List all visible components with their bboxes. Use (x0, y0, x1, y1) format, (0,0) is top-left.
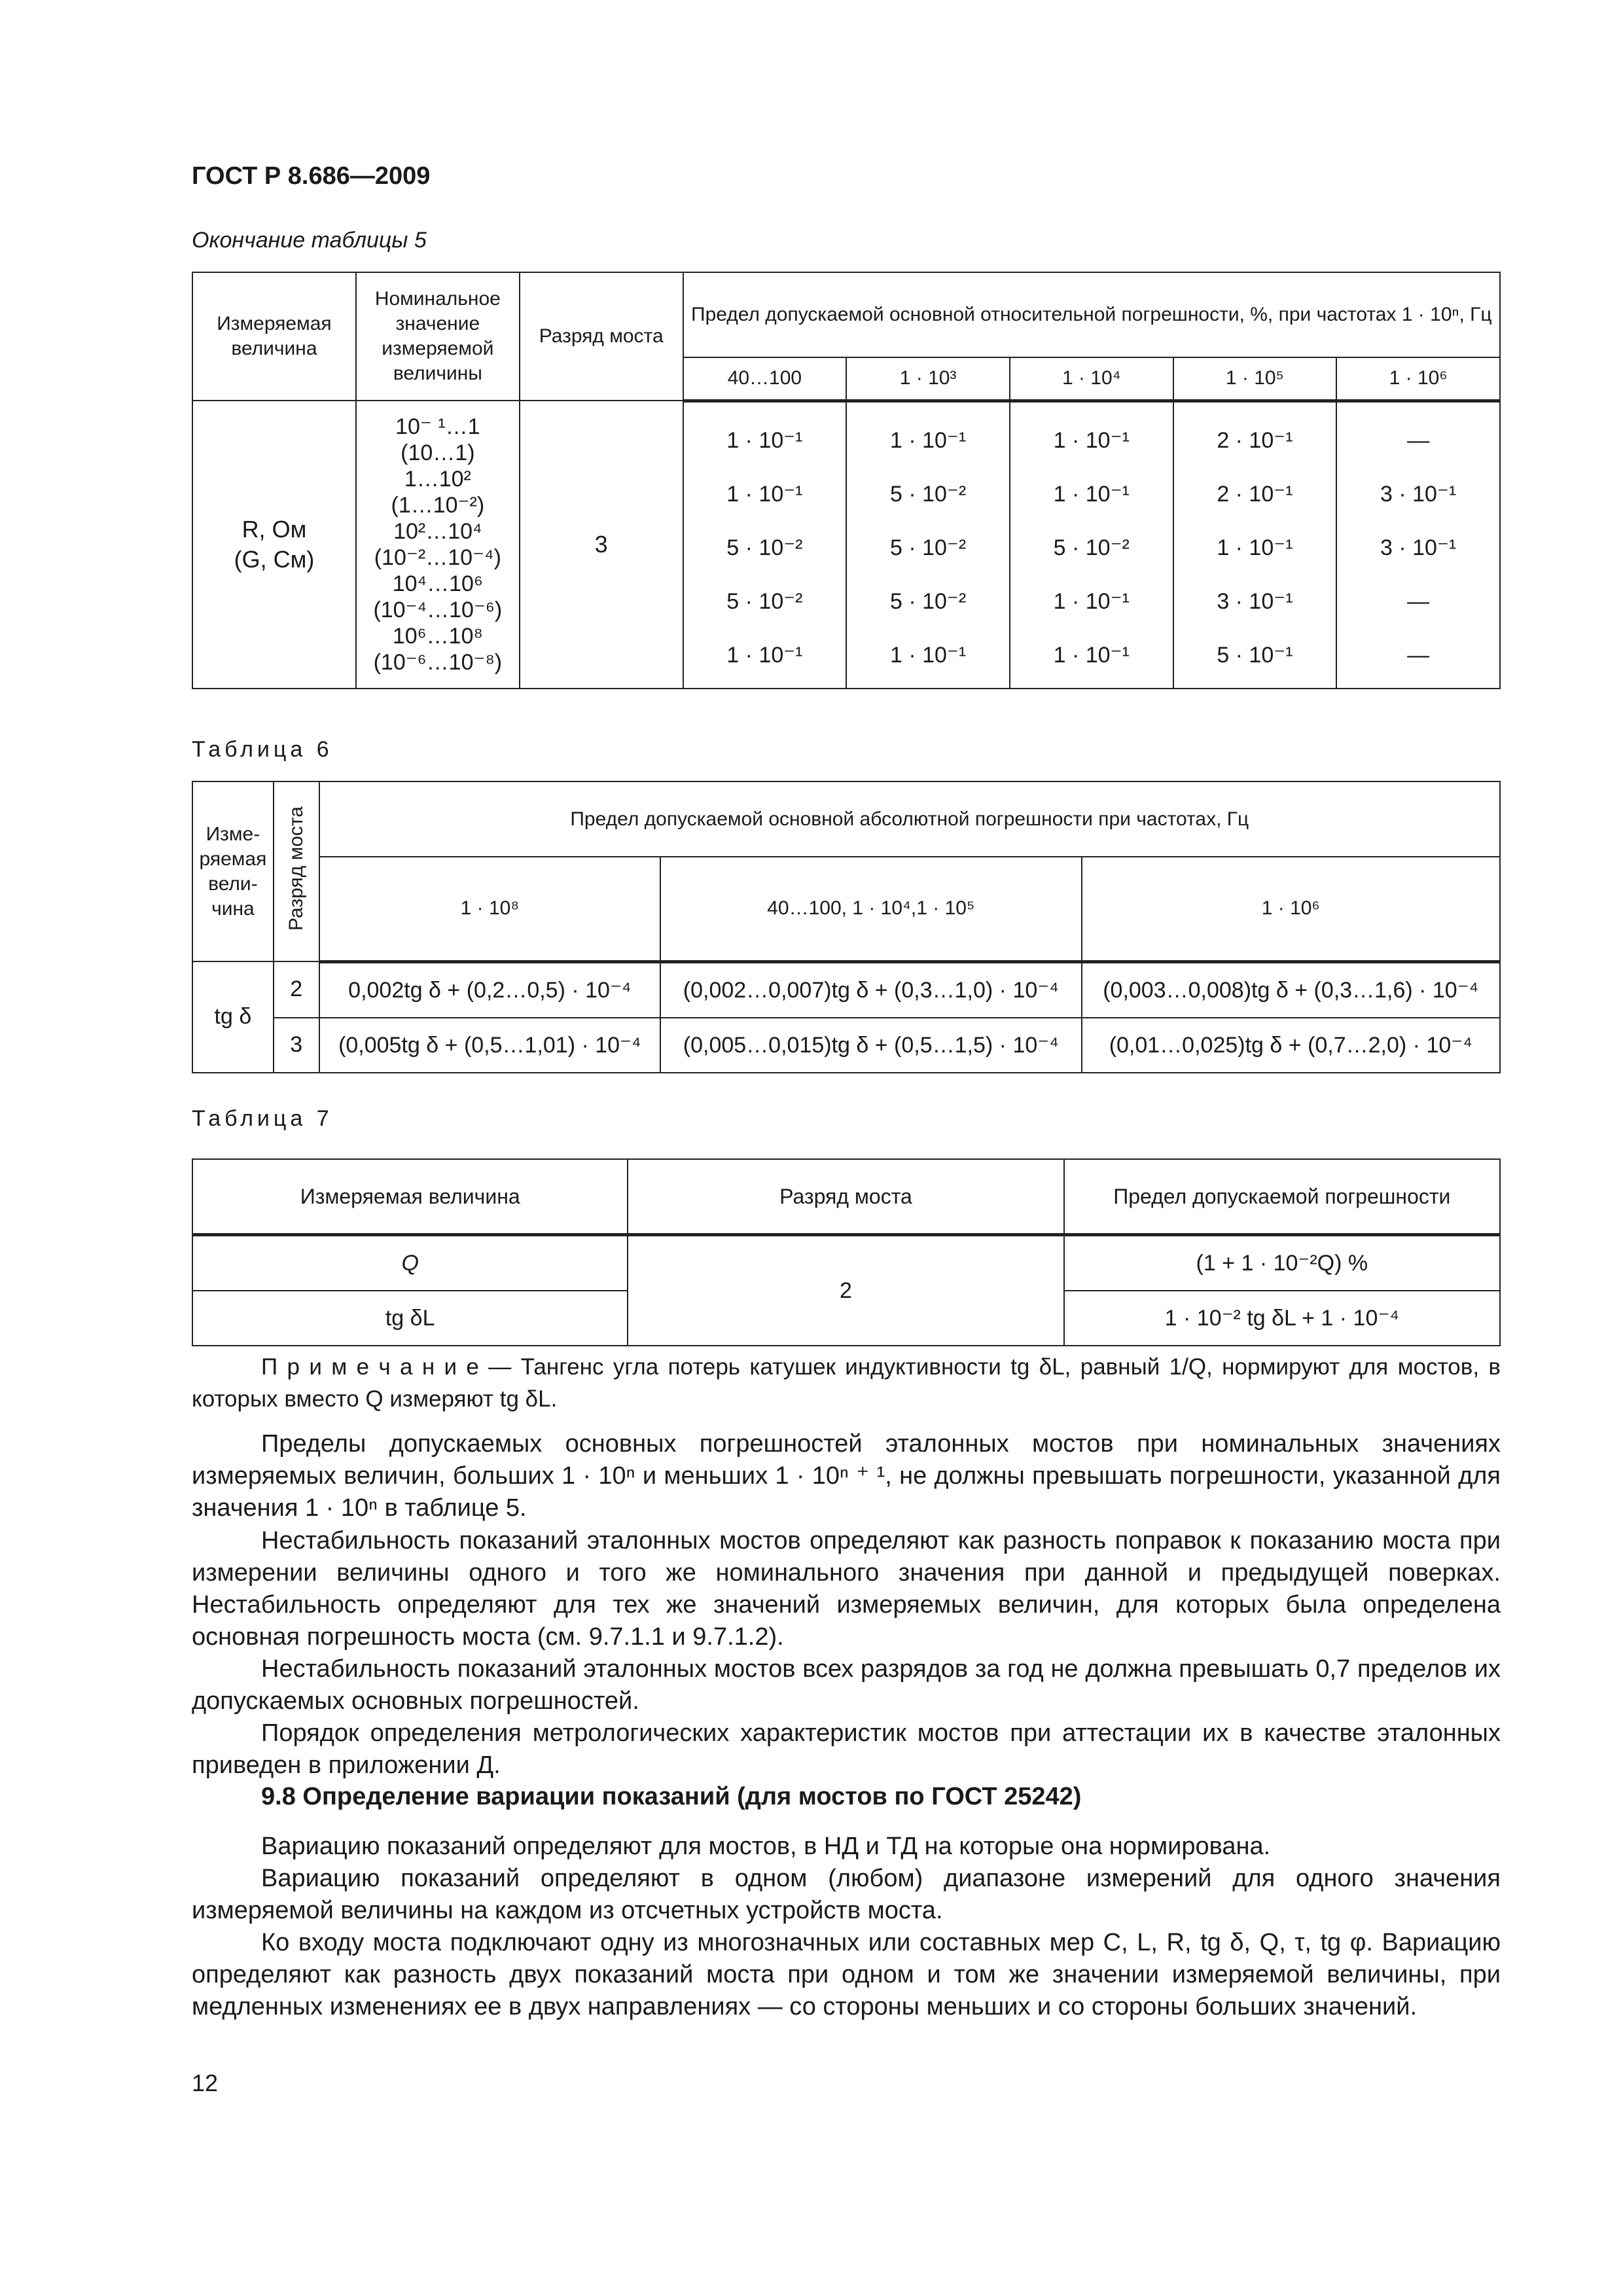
t5-values-col-1e3 (846, 401, 1010, 689)
t5-header-freq: 40…100 (683, 357, 847, 401)
t7-header-bridge-class: Разряд моста (628, 1159, 1063, 1235)
t5-value: 5 · 10⁻¹ (1217, 643, 1293, 668)
table-5 (192, 272, 1501, 689)
t5-value: 3 · 10⁻¹ (1380, 535, 1457, 561)
t7-limit-cell: (1 + 1 · 10⁻²Q) % (1064, 1235, 1500, 1291)
t5-value: 5 · 10⁻² (726, 589, 803, 615)
t5-nominal-line: (1…10⁻²) (391, 493, 485, 518)
t6-row (192, 1018, 1500, 1073)
t5-value: 1 · 10⁻¹ (726, 428, 803, 454)
t7-limit-cell: 1 · 10⁻² tg δL + 1 · 10⁻⁴ (1064, 1291, 1500, 1346)
section-heading: 9.8 Определение вариации показаний (для мостов по ГОСТ 25242) (261, 1783, 1082, 1810)
t5-quantity-line: (G, См) (234, 546, 315, 573)
t5-value: 1 · 10⁻¹ (1053, 589, 1130, 615)
t6-header-freq: 1 · 10⁶ (1082, 857, 1500, 961)
document-header: ГОСТ Р 8.686—2009 (192, 162, 431, 190)
t5-header-freq: 1 · 10³ (846, 357, 1010, 401)
t5-nominal-line: 10²…10⁴ (393, 519, 482, 544)
t6-class-cell: 3 (274, 1018, 319, 1073)
paragraph-text: Вариацию показаний определяют для мостов, в НД и ТД на которые она нормирована. (261, 1833, 1271, 1860)
table7-caption: Таблица 7 (192, 1106, 333, 1131)
t5-nominal-line: (10…1) (401, 440, 475, 465)
t5-bridge-class-cell: 3 (520, 401, 683, 689)
paragraph-text: Нестабильность показаний эталонных мостов определяют как разность поправок к показанию моста при измерении величины одного и того же номинального значения при данной и предыдущей поверках. Нестабильность определяют для тех же значений измеряемых величин, для которых была определена основная погрешность моста (см. 9.7.1.1 и 9.7.1.2). (192, 1527, 1501, 1651)
t5-value: 5 · 10⁻² (889, 482, 967, 507)
paragraph (192, 1717, 1501, 1782)
t6-value: (0,005…0,015)tg δ + (0,5…1,5) · 10⁻⁴ (660, 1018, 1081, 1073)
t5-nominal-line: 10⁶…10⁸ (392, 624, 483, 649)
t5-value: 1 · 10⁻¹ (1053, 643, 1130, 668)
t5-header-quantity: Измеряемая величина (192, 272, 356, 401)
t5-value: — (1407, 589, 1430, 615)
t5-nominal-line: (10⁻⁶…10⁻⁸) (373, 650, 503, 675)
t5-value: 1 · 10⁻¹ (1217, 535, 1293, 561)
t5-nominal-line: (10⁻⁴…10⁻⁶) (373, 598, 503, 622)
t5-header-bridge-class: Разряд моста (520, 272, 683, 401)
t7-quantity-cell: Q (192, 1235, 628, 1291)
t5-value: 1 · 10⁻¹ (1053, 482, 1130, 507)
paragraph (192, 1525, 1501, 1653)
t6-header-freq: 40…100, 1 · 10⁴,1 · 10⁵ (660, 857, 1081, 961)
table5-caption: Окончание таблицы 5 (192, 228, 427, 253)
t5-value: 1 · 10⁻¹ (889, 643, 967, 668)
paragraph (192, 1863, 1501, 1927)
t5-values-col-1e6 (1336, 401, 1500, 689)
t5-header-limit-group: Предел допускаемой основной относительной погрешности, %, при частотах 1 · 10ⁿ, Гц (683, 272, 1500, 357)
t5-value: 1 · 10⁻¹ (726, 643, 803, 668)
t6-header-bridge-class-text: Разряд моста (285, 806, 307, 931)
table-6 (192, 781, 1501, 1073)
page-number: 12 (192, 2070, 219, 2096)
t6-value: 0,002tg δ + (0,2…0,5) · 10⁻⁴ (319, 961, 661, 1018)
t5-value: 3 · 10⁻¹ (1380, 482, 1457, 507)
t6-header-quantity: Изме-ряемая вели-чина (192, 781, 274, 961)
t5-value: 5 · 10⁻² (1053, 535, 1130, 561)
t5-value: 5 · 10⁻² (889, 589, 967, 615)
t5-header-freq: 1 · 10⁶ (1336, 357, 1500, 401)
t5-quantity-cell (192, 401, 356, 689)
t6-value: (0,005tg δ + (0,5…1,01) · 10⁻⁴ (319, 1018, 661, 1073)
t5-values-col-40-100 (683, 401, 847, 689)
t5-value: 2 · 10⁻¹ (1217, 482, 1293, 507)
paragraph (192, 1927, 1501, 2023)
t5-header-nominal: Номинальное значение измеряемой величины (356, 272, 520, 401)
t5-quantity-line: R, Ом (241, 516, 307, 543)
table-7 (192, 1158, 1501, 1346)
t5-value: 2 · 10⁻¹ (1217, 428, 1293, 454)
t6-value: (0,003…0,008)tg δ + (0,3…1,6) · 10⁻⁴ (1082, 961, 1500, 1018)
t7-header-limit: Предел допускаемой погрешности (1064, 1159, 1500, 1235)
t6-header-limit-group: Предел допускаемой основной абсолютной погрешности при частотах, Гц (319, 781, 1500, 857)
t6-header-bridge-class (274, 781, 319, 961)
paragraph-text: Вариацию показаний определяют в одном (любом) диапазоне измерений для одного значения измеряемой величины на каждом из отсчетных устройств моста. (192, 1865, 1501, 1924)
paragraph (192, 1831, 1501, 1863)
t5-value: 5 · 10⁻² (889, 535, 967, 561)
t5-nominal-cell (356, 401, 520, 689)
t6-value: (0,01…0,025)tg δ + (0,7…2,0) · 10⁻⁴ (1082, 1018, 1500, 1073)
t5-value: 1 · 10⁻¹ (1053, 428, 1130, 454)
t5-value: — (1407, 428, 1430, 454)
t5-value: 1 · 10⁻¹ (726, 482, 803, 507)
t7-header-quantity: Измеряемая величина (192, 1159, 628, 1235)
table7-note (192, 1351, 1501, 1415)
table7-note-text: П р и м е ч а н и е — Тангенс угла потерь катушек индуктивности tg δL, равный 1/Q, нормируют для мостов, в которых вместо Q измеряют tg δL. (192, 1354, 1501, 1412)
t5-nominal-line: 1…10² (404, 467, 471, 492)
t6-quantity-cell: tg δ (192, 961, 274, 1073)
table6-caption: Таблица 6 (192, 737, 333, 762)
t6-value: (0,002…0,007)tg δ + (0,3…1,0) · 10⁻⁴ (660, 961, 1081, 1018)
paragraph-text: Нестабильность показаний эталонных мостов всех разрядов за год не должна превышать 0,7 пределов их допускаемых основных погрешностей. (192, 1655, 1501, 1715)
t5-value: 5 · 10⁻² (726, 535, 803, 561)
t6-row (192, 961, 1500, 1018)
t5-values-col-1e4 (1010, 401, 1173, 689)
t5-nominal-line: 10⁻ ¹…1 (395, 414, 480, 439)
t7-bridge-class-cell: 2 (628, 1235, 1063, 1346)
paragraph-text: Пределы допускаемых основных погрешностей эталонных мостов при номинальных значениях измеряемых величин, больших 1 · 10ⁿ и меньших 1 · 10ⁿ ⁺ ¹, не должны превышать погрешности, указанной для значения 1 · 10ⁿ в таблице 5. (192, 1430, 1501, 1522)
paragraph-text: Порядок определения метрологических характеристик мостов при аттестации их в качестве эталонных приведен в приложении Д. (192, 1719, 1501, 1779)
t6-header-freq: 1 · 10⁸ (319, 857, 661, 961)
paragraph-text: Ко входу моста подключают одну из многозначных или составных мер C, L, R, tg δ, Q, τ, tg φ. Вариацию определяют как разность двух показаний моста при одном и том же значении измеряемой величины, при медленных изменениях ее в двух направлениях — со стороны меньших и со стороны больших значений. (192, 1929, 1501, 2020)
paragraph (192, 1428, 1501, 1524)
paragraph (192, 1653, 1501, 1717)
t5-header-freq: 1 · 10⁵ (1173, 357, 1337, 401)
t7-quantity-cell: tg δL (192, 1291, 628, 1346)
t5-nominal-line: (10⁻²…10⁻⁴) (374, 545, 501, 570)
t5-value: 3 · 10⁻¹ (1217, 589, 1293, 615)
t6-class-cell: 2 (274, 961, 319, 1018)
t5-nominal-line: 10⁴…10⁶ (392, 571, 483, 596)
t5-values-col-1e5 (1173, 401, 1337, 689)
t5-value: 1 · 10⁻¹ (889, 428, 967, 454)
t7-row (192, 1235, 1500, 1291)
t5-value: — (1407, 643, 1430, 668)
t5-header-freq: 1 · 10⁴ (1010, 357, 1173, 401)
